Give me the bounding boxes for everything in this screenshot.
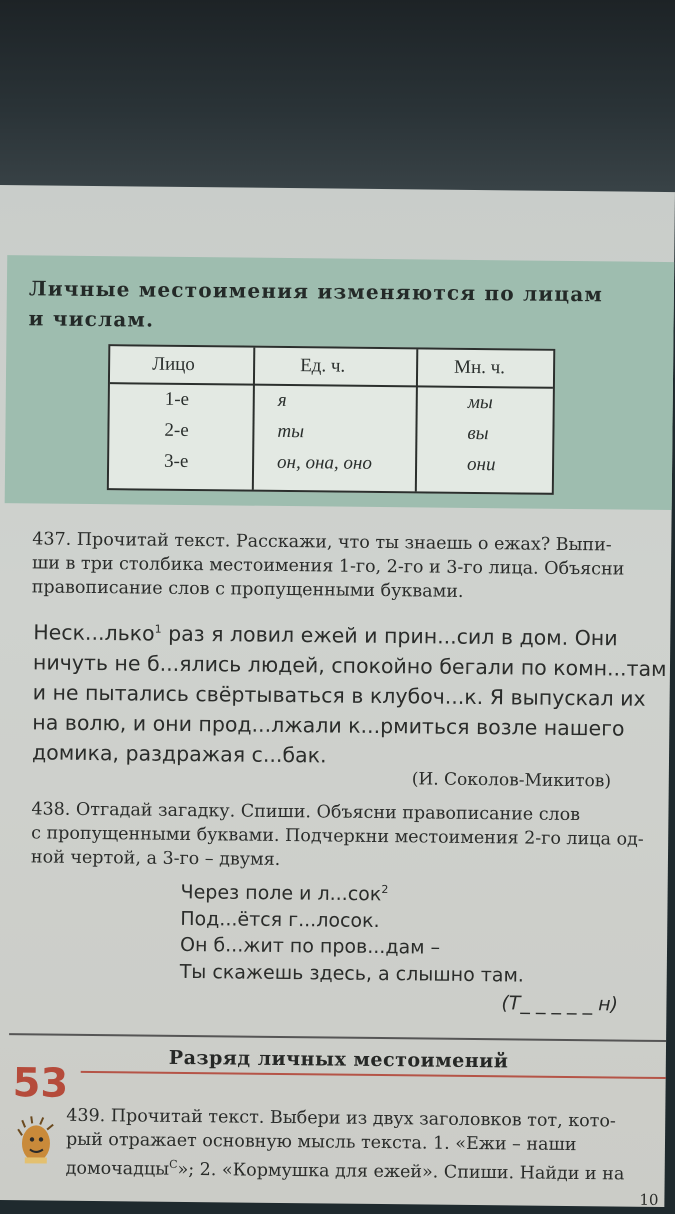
rule-title	[28, 273, 669, 340]
table-cell-person: 3-е	[164, 450, 189, 472]
exercise-line: правописание слов с пропущенными буквами.	[31, 577, 464, 602]
poem-line: Ты скажешь здесь, а слышно там.	[179, 960, 524, 987]
footnote-mark: С	[169, 1157, 178, 1171]
table-header-plural: Мн. ч.	[454, 356, 506, 379]
table-cell-plural: вы	[467, 422, 489, 445]
poem-line: Через поле и л...сок$^2$	[180, 881, 389, 906]
rule-title-line1: Личные местоимения изменяются по лицам	[28, 276, 604, 307]
poem-line: Под...ётся г...лосок.	[180, 907, 380, 932]
table-column-divider	[415, 349, 418, 491]
story-line: ничуть не б...ялись людей, спокойно бегали по комн...там	[32, 650, 667, 681]
section-underline	[81, 1071, 666, 1079]
hedgehog-icon	[16, 1115, 59, 1167]
exercise-line: 439. Прочитай текст. Выбери из двух заголовков тот, кото-	[66, 1105, 616, 1132]
table-cell-singular: он, она, оно	[277, 451, 372, 474]
riddle-answer: (Т_ _ _ _ _ н)	[501, 992, 619, 1016]
footnote-mark: 2	[381, 883, 389, 897]
table-cell-person: 1-е	[164, 388, 190, 410]
footnote-mark: 1	[154, 622, 162, 636]
table-column-divider	[252, 348, 255, 490]
exercise-line: с пропущенными буквами. Подчеркни местоимения 2-го лица од-	[31, 823, 644, 850]
riddle-poem	[180, 875, 675, 992]
table-cell-person: 2-е	[164, 419, 189, 441]
page-number-fragment: 10	[639, 1190, 659, 1209]
story-line: домика, раздражая с...бак.	[31, 740, 327, 768]
section-number: 53	[12, 1060, 69, 1107]
story-line: и не пытались свёртываться в клубоч...к. Я выпускал их	[32, 680, 646, 711]
exercise-439-instructions	[66, 1104, 675, 1188]
exercise-line: 438. Отгадай загадку. Спиши. Объясни правописание слов	[31, 799, 581, 826]
exercise-line: ной чертой, а 3-го – двумя.	[30, 847, 281, 870]
table-cell-plural: мы	[467, 391, 493, 414]
exercise-437-text	[32, 613, 675, 774]
story-line: на волю, и они прод...лжали к...рмиться возле нашего	[32, 710, 625, 741]
table-header-singular: Ед. ч.	[300, 355, 346, 377]
textbook-page	[0, 185, 675, 1207]
exercise-line: 437. Прочитай текст. Расскажи, что ты знаешь о ежах? Выпи-	[32, 529, 612, 556]
exercise-437-instructions	[32, 527, 675, 606]
table-header-person: Лицо	[152, 353, 195, 376]
table-header-divider	[110, 382, 553, 389]
exercise-437-author: (И. Соколов-Микитов)	[411, 769, 612, 792]
table-cell-singular: я	[277, 389, 287, 412]
exercise-line: домочадцы$^С$»; 2. «Кормушка для ежей». Спиши. Найди и на	[65, 1157, 625, 1185]
section-divider	[9, 1033, 666, 1042]
pronoun-table	[107, 344, 556, 495]
rule-title-line2: и числам.	[28, 306, 155, 332]
section-title: Разряд личных местоимений	[168, 1046, 509, 1073]
table-cell-singular: ты	[277, 420, 305, 443]
exercise-line: ши в три столбика местоимения 1-го, 2-го и 3-го лица. Объясни	[31, 553, 625, 580]
exercise-438-instructions	[31, 797, 675, 876]
poem-line: Он б...жит по пров...дам –	[179, 934, 441, 959]
background-shadow	[0, 0, 675, 200]
table-cell-plural: они	[466, 453, 496, 476]
exercise-line: рый отражает основную мысль текста. 1. «Ежи – наши	[65, 1129, 577, 1156]
story-line: Неск...лько$^1$ раз я ловил ежей и прин...сил в дом. Они	[33, 620, 618, 651]
